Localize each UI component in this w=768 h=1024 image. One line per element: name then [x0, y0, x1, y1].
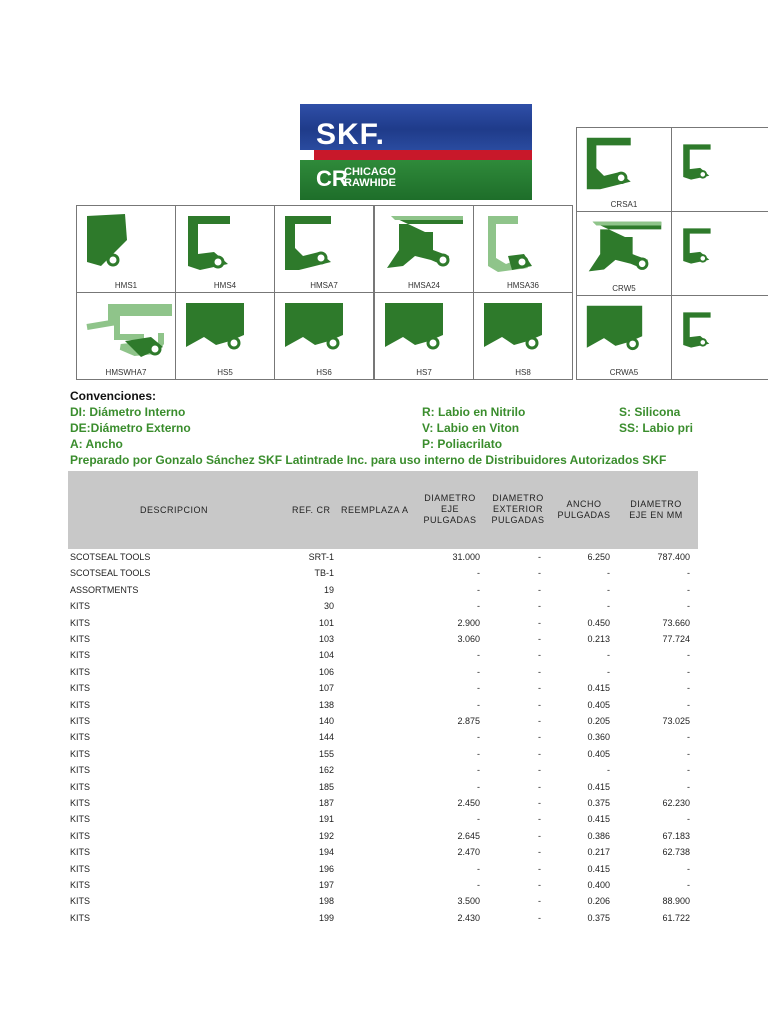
cell-ancho: 6.250 [587, 552, 610, 562]
cell-ancho: 0.206 [587, 896, 610, 907]
cell-ref-cr: 199 [318, 912, 334, 923]
cell-diametro-exterior: - [538, 880, 541, 890]
cell-diametro-eje: - [477, 880, 480, 890]
seal-profile-icon [180, 210, 272, 276]
cell-ancho: 0.450 [587, 617, 610, 628]
cell-descripcion: KITS [70, 617, 91, 628]
cell-ref-cr: 197 [318, 880, 334, 890]
cell-ref-cr: 192 [318, 830, 334, 841]
cell-diametro-exterior: - [538, 798, 541, 808]
cell-diametro-mm: - [687, 748, 690, 759]
cell-ancho: 0.415 [587, 683, 610, 694]
seal-cell [473, 292, 573, 380]
table-row [0, 812, 768, 828]
convention-v: V: Labio en Viton [422, 421, 520, 435]
cell-ancho: 0.415 [587, 814, 610, 825]
logo-cr-text: CHICAGO RAWHIDE [344, 166, 396, 189]
seal-profile-icon [379, 210, 471, 276]
table-row [0, 747, 768, 763]
cell-ancho: 0.205 [587, 716, 610, 726]
conventions-title: Convenciones: [70, 389, 157, 403]
table-row [0, 616, 768, 632]
cell-ref-cr: 138 [318, 699, 334, 710]
cell-diametro-exterior: - [538, 830, 541, 841]
table-row [0, 550, 768, 566]
cell-diametro-eje: 2.645 [457, 830, 480, 841]
cell-descripcion: KITS [70, 732, 91, 743]
cell-diametro-eje: - [477, 765, 480, 776]
cell-ancho: 0.375 [587, 798, 610, 808]
cell-diametro-exterior: - [538, 650, 541, 661]
cell-ref-cr: 162 [318, 765, 334, 776]
cell-ref-cr: 194 [318, 847, 334, 858]
cell-ancho: - [607, 568, 610, 579]
cell-ancho: - [607, 584, 610, 595]
cell-ref-cr: 191 [318, 814, 334, 825]
convention-a: A: Ancho [70, 437, 123, 451]
cell-diametro-eje: 2.875 [457, 716, 480, 726]
seal-label: HMS1 [114, 281, 138, 290]
cell-ref-cr: 140 [318, 716, 334, 726]
cell-descripcion: KITS [70, 748, 91, 759]
cell-diametro-mm: 61.722 [662, 912, 690, 923]
cell-diametro-exterior: - [538, 568, 541, 579]
cell-diametro-exterior: - [538, 601, 541, 612]
table-row [0, 780, 768, 796]
header-ancho: ANCHO PULGADAS [557, 499, 611, 520]
cell-diametro-mm: 73.025 [662, 716, 690, 726]
table-row [0, 583, 768, 599]
cell-diametro-eje: 2.900 [457, 617, 480, 628]
cell-descripcion: KITS [70, 683, 91, 694]
skf-chicago-rawhide-logo [300, 104, 532, 200]
cell-diametro-exterior: - [538, 748, 541, 759]
table-row [0, 714, 768, 730]
cell-diametro-mm: - [687, 732, 690, 743]
header-diametro-eje: DIAMETRO EJE PULGADAS [423, 493, 477, 525]
seal-profile-icon [581, 132, 669, 195]
cell-ancho: 0.213 [587, 634, 610, 644]
table-row [0, 566, 768, 582]
cell-descripcion: KITS [70, 896, 91, 907]
header-descripcion: DESCRIPCION [140, 505, 209, 515]
seal-cell-side [576, 295, 672, 380]
table-row [0, 698, 768, 714]
seal-profile-icon [81, 297, 173, 363]
seal-profile-icon [678, 216, 738, 276]
cell-diametro-exterior: - [538, 666, 541, 677]
cell-ref-cr: 101 [318, 617, 334, 628]
cell-diametro-mm: - [687, 863, 690, 874]
cell-ancho: 0.217 [587, 847, 610, 858]
cell-ancho: 0.375 [587, 912, 610, 923]
cell-diametro-mm: - [687, 699, 690, 710]
cell-descripcion: KITS [70, 880, 91, 890]
seal-profile-icon [678, 132, 738, 192]
cell-descripcion: KITS [70, 830, 91, 841]
seal-label: CRW5 [612, 284, 636, 293]
seal-label: HMS4 [213, 281, 237, 290]
cell-descripcion: KITS [70, 863, 91, 874]
seal-profile-icon [279, 210, 371, 276]
convention-ss: SS: Labio pri [619, 421, 694, 435]
seal-label: HMSWHA7 [105, 368, 147, 377]
table-row [0, 796, 768, 812]
cell-descripcion: KITS [70, 716, 91, 726]
cell-descripcion: KITS [70, 798, 91, 808]
cell-diametro-eje: - [477, 601, 480, 612]
cell-ancho: 0.360 [587, 732, 610, 743]
seal-label: CRWA5 [609, 368, 639, 377]
table-row [0, 599, 768, 615]
cell-ref-cr: 103 [318, 634, 334, 644]
cell-ref-cr: TB-1 [314, 568, 334, 579]
cell-diametro-exterior: - [538, 863, 541, 874]
seal-profile-icon [180, 297, 272, 363]
logo-skf-text: SKF. [316, 118, 386, 151]
seal-profile-icon [81, 210, 173, 276]
cell-ancho: 0.400 [587, 880, 610, 890]
seal-cell-side-cropped [671, 211, 768, 296]
cell-diametro-exterior: - [538, 584, 541, 595]
cell-ref-cr: 30 [323, 601, 334, 612]
cell-diametro-mm: - [687, 765, 690, 776]
cell-diametro-eje: - [477, 568, 480, 579]
cell-diametro-mm: - [687, 814, 690, 825]
cell-diametro-eje: - [477, 781, 480, 792]
table-header [68, 471, 698, 549]
cell-diametro-eje: - [477, 699, 480, 710]
table-row [0, 681, 768, 697]
cell-descripcion: KITS [70, 781, 91, 792]
cell-diametro-exterior: - [538, 683, 541, 694]
cell-descripcion: KITS [70, 814, 91, 825]
cell-descripcion: KITS [70, 699, 91, 710]
cell-ref-cr: 104 [318, 650, 334, 661]
cell-ancho: 0.405 [587, 748, 610, 759]
cell-diametro-eje: - [477, 650, 480, 661]
cell-descripcion: KITS [70, 847, 91, 858]
convention-s: S: Silicona [619, 405, 681, 419]
seal-cell-side [576, 211, 672, 296]
cell-diametro-exterior: - [538, 552, 541, 562]
seal-label: HS7 [416, 368, 432, 377]
seal-label: HMSA36 [506, 281, 539, 290]
seal-cell [76, 205, 176, 293]
cell-diametro-eje: - [477, 666, 480, 677]
cell-diametro-exterior: - [538, 847, 541, 858]
cell-diametro-exterior: - [538, 699, 541, 710]
cell-diametro-eje: - [477, 584, 480, 595]
table-row [0, 648, 768, 664]
cell-diametro-mm: 787.400 [657, 552, 690, 562]
cell-descripcion: KITS [70, 601, 91, 612]
cell-diametro-mm: 62.230 [662, 798, 690, 808]
logo-cr-mark: CR [316, 166, 348, 191]
convention-de: DE:Diámetro Externo [70, 421, 191, 435]
seal-cell [473, 205, 573, 293]
table-row [0, 862, 768, 878]
table-row [0, 878, 768, 894]
cell-descripcion: KITS [70, 912, 91, 923]
seal-cell [175, 205, 275, 293]
convention-p: P: Poliacrilato [422, 437, 503, 451]
cell-ancho: - [607, 650, 610, 661]
cell-ref-cr: SRT-1 [308, 552, 334, 562]
seal-profile-icon [279, 297, 371, 363]
cell-ancho: - [607, 765, 610, 776]
cell-diametro-eje: 2.450 [457, 798, 480, 808]
seal-cell [175, 292, 275, 380]
cell-diametro-exterior: - [538, 912, 541, 923]
cell-diametro-mm: 73.660 [662, 617, 690, 628]
seal-cell [374, 205, 474, 293]
cell-diametro-exterior: - [538, 781, 541, 792]
cell-ref-cr: 187 [318, 798, 334, 808]
cell-diametro-exterior: - [538, 716, 541, 726]
cell-diametro-eje: 31.000 [452, 552, 480, 562]
seal-profile-icon [581, 216, 669, 279]
cell-ancho: 0.415 [587, 781, 610, 792]
cell-diametro-eje: - [477, 863, 480, 874]
seal-cell [76, 292, 176, 380]
table-row [0, 845, 768, 861]
cell-diametro-mm: 88.900 [662, 896, 690, 907]
cell-ref-cr: 106 [318, 666, 334, 677]
cell-diametro-exterior: - [538, 732, 541, 743]
seal-profile-icon [478, 210, 570, 276]
table-row [0, 911, 768, 927]
cell-diametro-exterior: - [538, 617, 541, 628]
cell-descripcion: KITS [70, 765, 91, 776]
cell-diametro-mm: - [687, 880, 690, 890]
header-diametro-exterior: DIAMETRO EXTERIOR PULGADAS [491, 493, 545, 525]
seal-cell [374, 292, 474, 380]
convention-di: DI: Diámetro Interno [70, 405, 186, 419]
cell-diametro-eje: 3.500 [457, 896, 480, 907]
header-diametro-mm: DIAMETRO EJE EN MM [629, 499, 683, 520]
cell-diametro-eje: 2.430 [457, 912, 480, 923]
cell-diametro-exterior: - [538, 634, 541, 644]
seal-label: HMSA24 [407, 281, 440, 290]
cell-diametro-mm: - [687, 568, 690, 579]
cell-diametro-exterior: - [538, 896, 541, 907]
cell-ref-cr: 198 [318, 896, 334, 907]
seal-label: HS5 [217, 368, 233, 377]
cell-ancho: 0.405 [587, 699, 610, 710]
header-ref-cr: REF. CR [292, 505, 331, 515]
seal-cell [274, 292, 374, 380]
cell-ref-cr: 196 [318, 863, 334, 874]
cell-diametro-mm: - [687, 666, 690, 677]
seal-profile-icon [581, 300, 669, 363]
seal-cell-side-cropped [671, 127, 768, 212]
table-row [0, 829, 768, 845]
cell-ref-cr: 185 [318, 781, 334, 792]
header-reemplaza: REEMPLAZA A [341, 505, 409, 515]
seal-profile-icon [379, 297, 471, 363]
seal-label: HS8 [515, 368, 531, 377]
cell-descripcion: KITS [70, 650, 91, 661]
cell-diametro-mm: - [687, 650, 690, 661]
cell-descripcion: SCOTSEAL TOOLS [70, 552, 151, 562]
seal-profile-icon [678, 300, 738, 360]
cell-diametro-mm: - [687, 584, 690, 595]
cell-ref-cr: 19 [323, 584, 334, 595]
cell-diametro-eje: - [477, 683, 480, 694]
cell-diametro-exterior: - [538, 814, 541, 825]
cell-diametro-mm: - [687, 601, 690, 612]
cell-diametro-eje: - [477, 748, 480, 759]
cell-diametro-mm: - [687, 781, 690, 792]
seal-cell-side-cropped [671, 295, 768, 380]
cell-ref-cr: 144 [318, 732, 334, 743]
table-row [0, 730, 768, 746]
seal-cell [274, 205, 374, 293]
cell-diametro-eje: - [477, 814, 480, 825]
cell-ancho: - [607, 601, 610, 612]
cell-diametro-mm: 62.738 [662, 847, 690, 858]
convention-r: R: Labio en Nitrilo [422, 405, 526, 419]
cell-descripcion: KITS [70, 666, 91, 677]
seal-cell-side [576, 127, 672, 212]
seal-label: CRSA1 [610, 200, 638, 209]
cell-descripcion: ASSORTMENTS [70, 584, 139, 595]
table-row [0, 763, 768, 779]
seal-label: HS6 [316, 368, 332, 377]
cell-ref-cr: 155 [318, 748, 334, 759]
cell-descripcion: SCOTSEAL TOOLS [70, 568, 151, 579]
cell-diametro-eje: 2.470 [457, 847, 480, 858]
prepared-by-note: Preparado por Gonzalo Sánchez SKF Latintrade Inc. para uso interno de Distribuidores Autorizados SKF [70, 453, 667, 467]
cell-descripcion: KITS [70, 634, 91, 644]
cell-diametro-eje: 3.060 [457, 634, 480, 644]
seal-label: HMSA7 [310, 281, 338, 290]
cell-diametro-mm: 67.183 [662, 830, 690, 841]
table-row [0, 665, 768, 681]
cell-diametro-eje: - [477, 732, 480, 743]
table-row [0, 632, 768, 648]
cell-diametro-exterior: - [538, 765, 541, 776]
cell-ancho: - [607, 666, 610, 677]
seal-profile-icon [478, 297, 570, 363]
cell-ref-cr: 107 [318, 683, 334, 694]
cell-ancho: 0.415 [587, 863, 610, 874]
cell-diametro-mm: - [687, 683, 690, 694]
table-row [0, 894, 768, 910]
cell-diametro-mm: 77.724 [662, 634, 690, 644]
cell-ancho: 0.386 [587, 830, 610, 841]
